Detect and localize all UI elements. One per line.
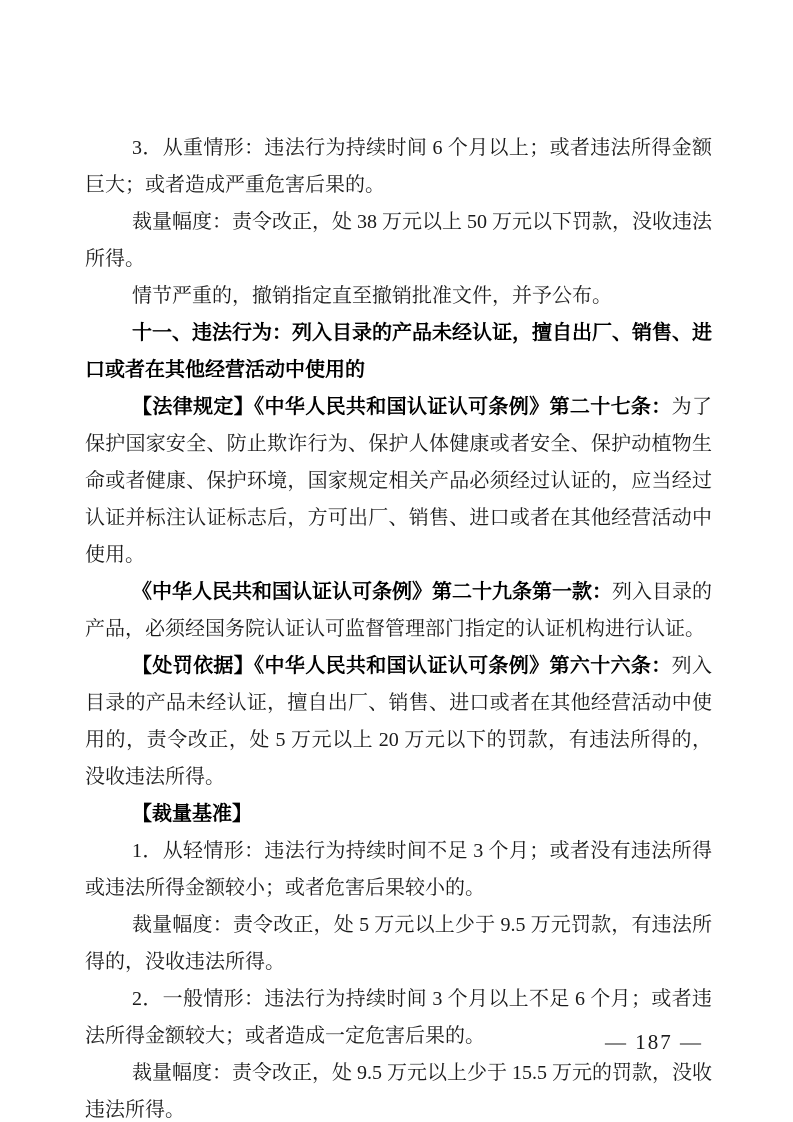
paragraph <box>85 574 712 648</box>
paragraph-text: 十一、违法行为：列入目录的产品未经认证，擅自出厂、销售、进口或者在其他经营活动中使用的 <box>85 322 712 381</box>
paragraph-bold-lead: 《中华人民共和国认证认可条例》第二十九条第一款： <box>132 581 612 603</box>
paragraph-text: 情节严重的，撤销指定直至撤销批准文件，并予公布。 <box>132 285 612 307</box>
paragraph-bold-lead: 【法律规定】《中华人民共和国认证认可条例》第二十七条： <box>132 396 672 418</box>
paragraph-bold-lead: 【处罚依据】《中华人民共和国认证认可条例》第六十六条： <box>132 655 672 677</box>
paragraph-text: 为了保护国家安全、防止欺诈行为、保护人体健康或者安全、保护动植物生命或者健康、保护环境，国家规定相关产品必须经过认证的，应当经过认证并标注认证标志后，方可出厂、销售、进口或者在其他经营活动中使用。 <box>85 396 713 566</box>
paragraph <box>85 907 712 981</box>
paragraph <box>85 796 712 833</box>
paragraph <box>85 1055 712 1122</box>
document-text-block <box>85 130 712 1122</box>
paragraph-text: 裁量幅度：责令改正，处 5 万元以上少于 9.5 万元罚款，有违法所得的，没收违法所得。 <box>85 914 712 973</box>
paragraph <box>85 648 712 796</box>
paragraph-text: 2．一般情形：违法行为持续时间 3 个月以上不足 6 个月；或者违法所得金额较大；或者造成一定危害后果的。 <box>85 988 712 1047</box>
paragraph <box>85 833 712 907</box>
paragraph-text: 3．从重情形：违法行为持续时间 6 个月以上；或者违法所得金额巨大；或者造成严重危害后果的。 <box>85 137 712 196</box>
paragraph-text: 列入目录的产品，必须经国务院认证认可监督管理部门指定的认证机构进行认证。 <box>85 581 712 640</box>
page-number: — 187 — <box>605 1030 703 1054</box>
section-heading <box>85 315 712 389</box>
paragraph-text: 列入目录的产品未经认证，擅自出厂、销售、进口或者在其他经营活动中使用的，责令改正，处 5 万元以上 20 万元以下的罚款，有违法所得的，没收违法所得。 <box>85 655 713 788</box>
paragraph-text: 1．从轻情形：违法行为持续时间不足 3 个月；或者没有违法所得或违法所得金额较小；或者危害后果较小的。 <box>85 840 712 899</box>
paragraph <box>85 278 712 315</box>
paragraph-text: 裁量幅度：责令改正，处 9.5 万元以上少于 15.5 万元的罚款，没收违法所得。 <box>85 1062 712 1121</box>
paragraph <box>85 204 712 278</box>
paragraph <box>85 130 712 204</box>
paragraph <box>85 389 712 574</box>
paragraph-text: 裁量幅度：责令改正，处 38 万元以上 50 万元以下罚款，没收违法所得。 <box>85 211 712 270</box>
paragraph-bold-lead: 【裁量基准】 <box>132 803 252 825</box>
